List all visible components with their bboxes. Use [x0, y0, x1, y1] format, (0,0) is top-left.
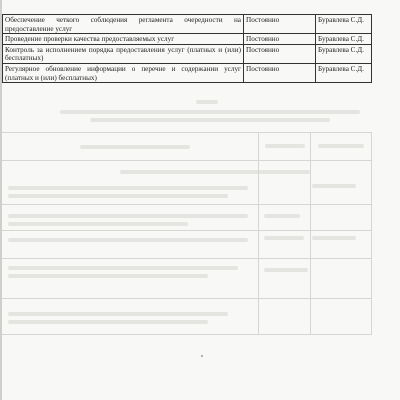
task-cell: Контроль за исполнением порядка предоставления услуг (платных и (или) бесплатных) — [3, 44, 244, 63]
task-cell: Регулярное обновление информации о перечне и содержании услуг (платных и (или) бесплатных) — [3, 63, 244, 82]
responsible-cell: Буравлева С.Д. — [316, 44, 372, 63]
responsible-cell: Буравлева С.Д. — [316, 15, 372, 34]
responsible-cell: Буравлева С.Д. — [316, 34, 372, 45]
table-row — [3, 15, 372, 34]
scan-speck — [201, 355, 203, 357]
period-cell: Постоянно — [244, 15, 316, 34]
period-cell: Постоянно — [244, 34, 316, 45]
table-row — [3, 63, 372, 82]
period-cell: Постоянно — [244, 44, 316, 63]
task-cell: Проведение проверки качества предоставляемых услуг — [3, 34, 244, 45]
task-cell: Обеспечение четкого соблюдения регламента очередности на предоставление услуг — [3, 15, 244, 34]
period-cell: Постоянно — [244, 63, 316, 82]
table-row — [3, 44, 372, 63]
measures-table — [2, 14, 372, 83]
table-row — [3, 34, 372, 45]
responsible-cell: Буравлева С.Д. — [316, 63, 372, 82]
